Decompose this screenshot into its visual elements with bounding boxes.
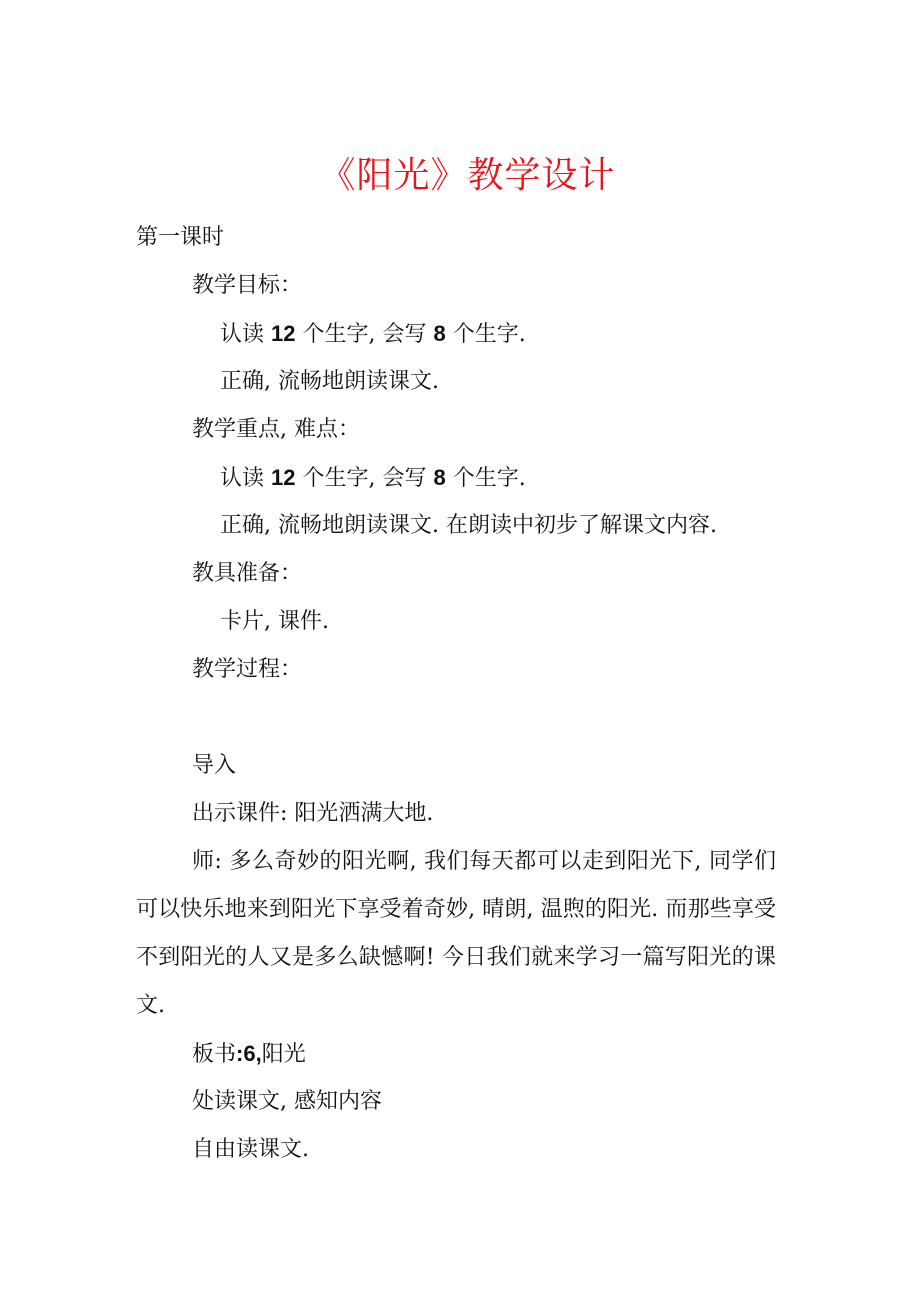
- teacher-talk-paragraph: 师: 多么奇妙的阳光啊, 我们每天都可以走到阳光下, 同学们可以快乐地来到阳光下享受着奇妙, 晴朗, 温煦的阳光. 而那些享受不到阳光的人又是多么缺憾啊! 今日我们就来学习一篇写阳光的课文.: [136, 849, 776, 1018]
- board-writing: [192, 1038, 306, 1070]
- keypoint-item-2: 正确, 流畅地朗读课文. 在朗读中初步了解课文内容.: [220, 513, 717, 538]
- keypoints-heading: 教学重点, 难点：: [192, 417, 360, 442]
- board-number: :6,: [236, 1041, 262, 1066]
- process-heading: 教学过程：: [192, 657, 303, 682]
- key-1-number-b: 8: [433, 465, 446, 490]
- show-courseware-text: 出示课件: 阳光洒满大地.: [192, 801, 434, 826]
- key-1-text-b: 个生字, 会写: [295, 466, 434, 491]
- goal-1-text-a: 认读: [220, 322, 271, 347]
- key-1-number-a: 12: [271, 465, 296, 490]
- goal-1-number-a: 12: [271, 321, 296, 346]
- document-title: 《阳光》教学设计: [319, 155, 616, 196]
- key-1-text-c: 个生字.: [445, 466, 526, 491]
- goal-1-text-b: 个生字, 会写: [295, 322, 434, 347]
- goal-1-text-c: 个生字.: [445, 322, 526, 347]
- goal-item-2: 正确, 流畅地朗读课文.: [220, 369, 439, 394]
- key-1-text-a: 认读: [220, 466, 271, 491]
- keypoint-item-1: [220, 462, 526, 494]
- tools-heading: 教具准备：: [192, 561, 303, 586]
- goal-item-1: [220, 318, 526, 350]
- intro-heading: 导入: [192, 753, 237, 778]
- goal-1-number-b: 8: [433, 321, 446, 346]
- goals-heading: 教学目标：: [192, 273, 303, 298]
- board-topic: 阳光: [261, 1042, 306, 1067]
- board-label: 板书: [192, 1042, 237, 1067]
- lesson-label: 第一课时: [136, 225, 225, 250]
- free-read-text: 自由读课文.: [192, 1137, 309, 1162]
- tools-text: 卡片, 课件.: [220, 609, 329, 634]
- read-heading: 处读课文, 感知内容: [192, 1089, 382, 1114]
